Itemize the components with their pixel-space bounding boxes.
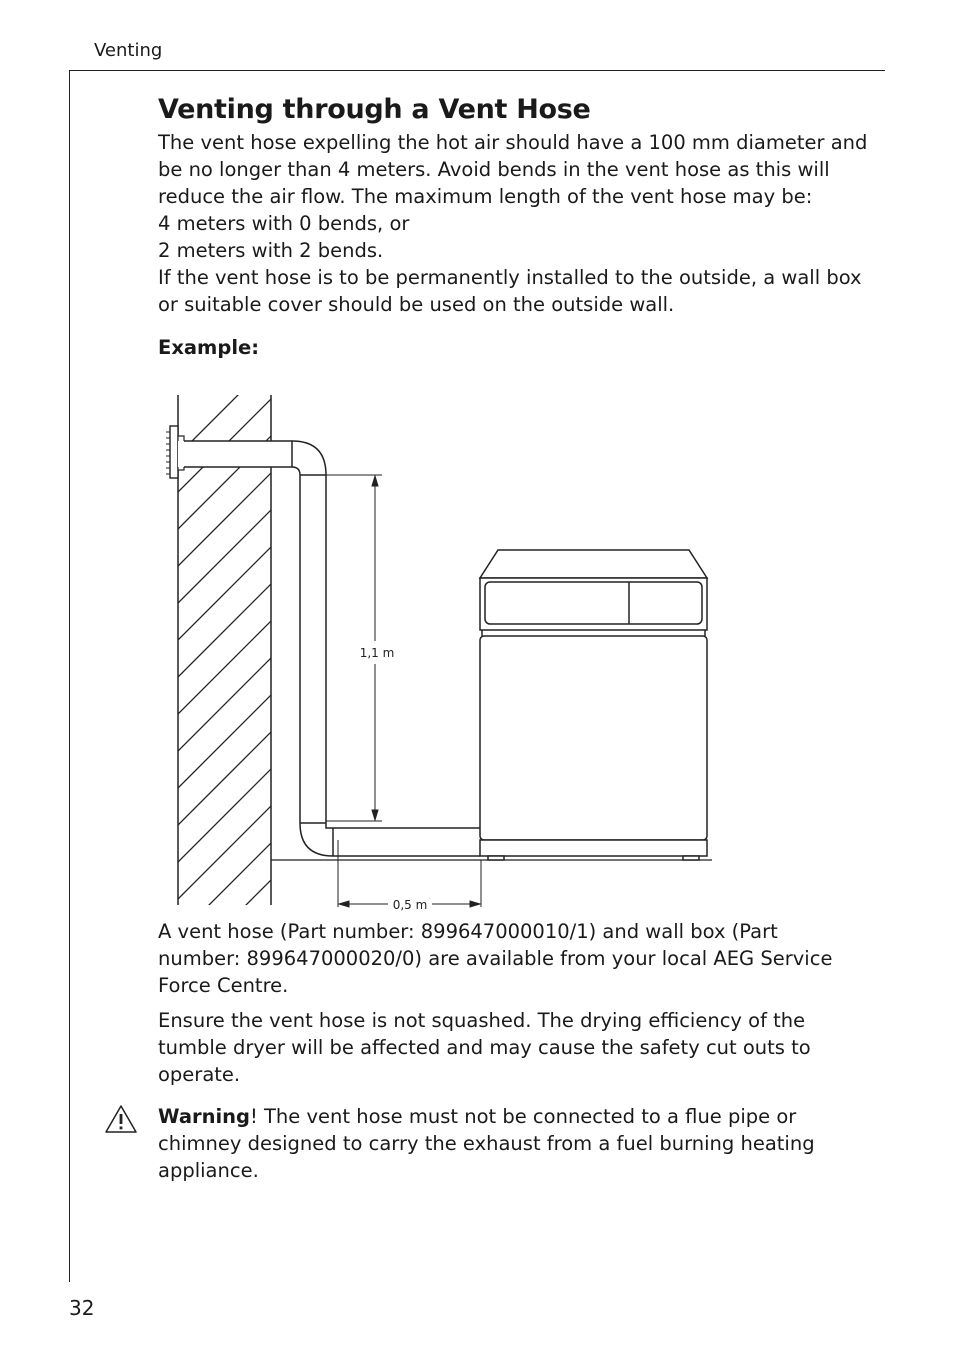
running-header: Venting <box>94 40 163 61</box>
intro-line: 2 meters with 2 bends. <box>158 239 384 262</box>
intro-line: or suitable cover should be used on the outside wall. <box>158 293 675 316</box>
horizontal-dimension <box>338 840 481 907</box>
squash-paragraph <box>158 1007 878 1088</box>
parts-paragraph <box>158 918 878 999</box>
squash-line: Ensure the vent hose is not squashed. The drying efficiency of the <box>158 1009 806 1032</box>
squash-line: operate. <box>158 1063 241 1086</box>
vertical-dimension-label: 1,1 m <box>359 646 395 660</box>
intro-line: 4 meters with 0 bends, or <box>158 212 410 235</box>
page-number: 32 <box>69 1296 95 1320</box>
parts-line: Force Centre. <box>158 974 289 997</box>
vent-hose <box>178 441 480 856</box>
horizontal-dimension-label: 0,5 m <box>392 898 428 912</box>
example-label: Example: <box>158 336 260 359</box>
tumble-dryer <box>480 550 707 860</box>
parts-line: number: 899647000020/0) are available from your local AEG Service <box>158 947 833 970</box>
intro-line: The vent hose expelling the hot air should have a 100 mm diameter and <box>158 131 868 154</box>
warning-line-2: chimney designed to carry the exhaust from a fuel burning heating <box>158 1132 815 1155</box>
warning-paragraph <box>158 1103 878 1184</box>
warning-line-3: appliance. <box>158 1159 259 1182</box>
page-title: Venting through a Vent Hose <box>158 94 591 125</box>
intro-line: If the vent hose is to be permanently installed to the outside, a wall box <box>158 266 862 289</box>
squash-line: tumble dryer will be affected and may cause the safety cut outs to <box>158 1036 811 1059</box>
intro-line: reduce the air flow. The maximum length of the vent hose may be: <box>158 185 813 208</box>
warning-line-1-text: ! The vent hose must not be connected to a flue pipe or <box>250 1105 797 1128</box>
warning-triangle-icon <box>104 1104 138 1134</box>
intro-line: be no longer than 4 meters. Avoid bends in the vent hose as this will <box>158 158 830 181</box>
warning-line-1 <box>158 1103 878 1130</box>
warning-label: Warning <box>158 1105 250 1128</box>
wall <box>178 392 278 951</box>
parts-line: A vent hose (Part number: 899647000010/1) and wall box (Part <box>158 920 778 943</box>
